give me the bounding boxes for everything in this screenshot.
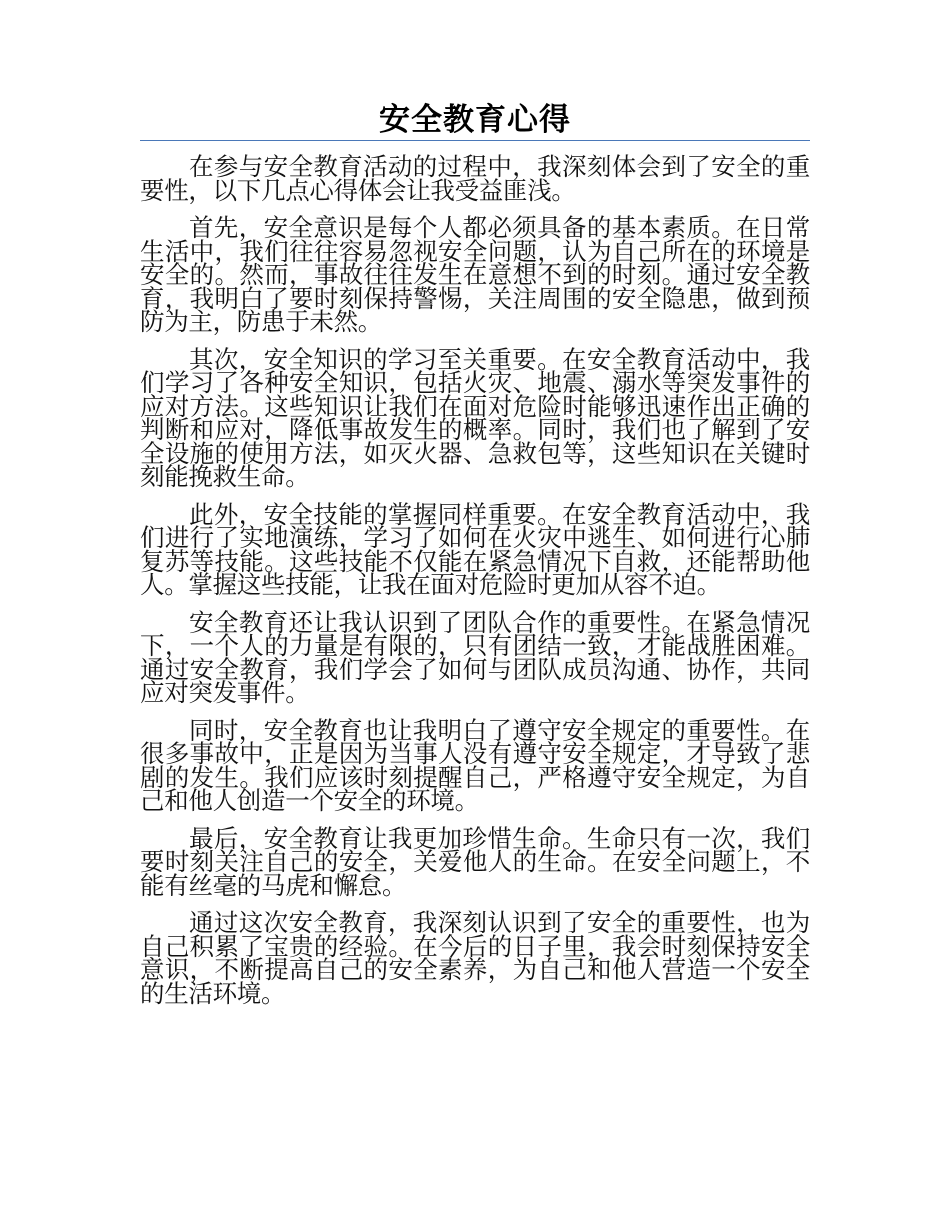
paragraph-teamwork: 安全教育还让我认识到了团队合作的重要性。在紧急情况下，一个人的力量是有限的，只有团结一致，才能战胜困难。通过安全教育，我们学会了如何与团队成员沟通、协作，共同应对突发事件。 <box>140 607 810 707</box>
paragraph-intro: 在参与安全教育活动的过程中，我深刻体会到了安全的重要性，以下几点心得体会让我受益匪浅。 <box>140 152 810 205</box>
paragraph-safety-knowledge: 其次，安全知识的学习至关重要。在安全教育活动中，我们学习了各种安全知识，包括火灾、地震、溺水等突发事件的应对方法。这些知识让我们在面对危险时能够迅速作出正确的判断和应对，降低事故发生的概率。同时，我们也了解到了安全设施的使用方法，如灭火器、急救包等，这些知识在关键时刻能挽救生命。 <box>140 344 810 491</box>
paragraph-cherish-life: 最后，安全教育让我更加珍惜生命。生命只有一次，我们要时刻关注自己的安全，关爱他人的生命。在安全问题上，不能有丝毫的马虎和懈怠。 <box>140 823 810 900</box>
document-body <box>140 100 810 1019</box>
paragraph-safety-skills: 此外，安全技能的掌握同样重要。在安全教育活动中，我们进行了实地演练，学习了如何在火灾中逃生、如何进行心肺复苏等技能。这些技能不仅能在紧急情况下自救，还能帮助他人。掌握这些技能，让我在面对危险时更加从容不迫。 <box>140 499 810 599</box>
document-title: 安全教育心得 <box>379 102 571 138</box>
title-underline <box>140 140 810 141</box>
paragraph-safety-awareness: 首先，安全意识是每个人都必须具备的基本素质。在日常生活中，我们往往容易忽视安全问题，认为自己所在的环境是安全的。然而，事故往往发生在意想不到的时刻。通过安全教育，我明白了要时刻保持警惕，关注周围的安全隐患，做到预防为主，防患于未然。 <box>140 213 810 336</box>
paragraph-safety-rules: 同时，安全教育也让我明白了遵守安全规定的重要性。在很多事故中，正是因为当事人没有遵守安全规定，才导致了悲剧的发生。我们应该时刻提醒自己，严格遵守安全规定，为自己和他人创造一个安全的环境。 <box>140 715 810 815</box>
paragraph-conclusion: 通过这次安全教育，我深刻认识到了安全的重要性，也为自己积累了宝贵的经验。在今后的日子里，我会时刻保持安全意识，不断提高自己的安全素养，为自己和他人营造一个安全的生活环境。 <box>140 908 810 1008</box>
